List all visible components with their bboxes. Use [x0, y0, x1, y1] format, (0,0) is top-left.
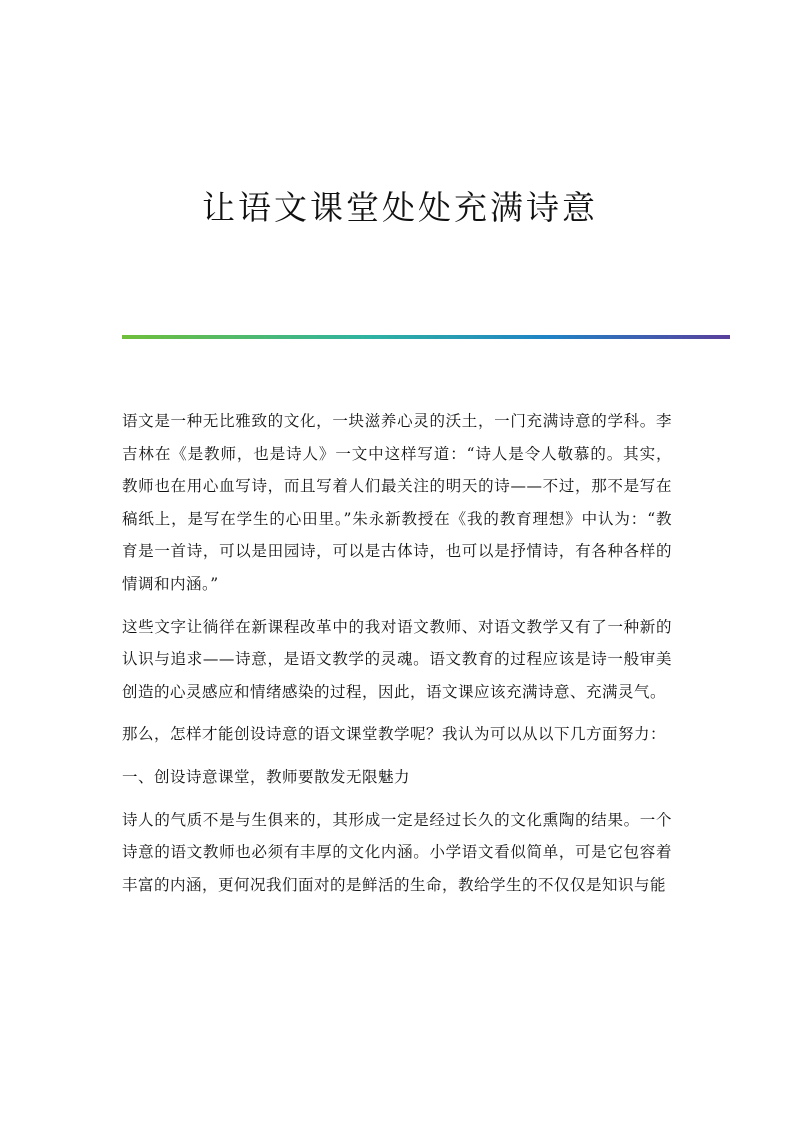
section-heading-1: 一、创设诗意课堂，教师要散发无限魅力 — [122, 767, 411, 786]
title-divider — [122, 335, 730, 339]
paragraph-pursuit: 这些文字让徜徉在新课程改革中的我对语文教师、对语文教学又有了一种新的认识与追求——诗意，是语文教学的灵魂。语文教育的过程应该是诗一般审美创造的心灵感应和情绪感染的过程，因此，语文课应该充满诗意、充满灵气。 — [122, 617, 672, 701]
paragraph-teacher-charm: 诗人的气质不是与生俱来的，其形成一定是经过长久的文化熏陶的结果。一个诗意的语文教师也必须有丰厚的文化内涵。小学语文看似简单，可是它包容着丰富的内涵，更何况我们面对的是鲜活的生命，教给学生的不仅仅是知识与能 — [122, 810, 672, 894]
paragraph-question: 那么，怎样才能创设诗意的语文课堂教学呢？我认为可以从以下几方面努力： — [122, 725, 667, 744]
document-body — [122, 405, 672, 911]
document-title: 让语文课堂处处充满诗意 — [202, 188, 598, 227]
paragraph-intro: 语文是一种无比雅致的文化，一块滋养心灵的沃土，一门充满诗意的学科。李吉林在《是教师，也是诗人》一文中这样写道：“诗人是令人敬慕的。其实，教师也在用心血写诗，而且写着人们最关注的明天的诗——不过，那不是写在稿纸上，是写在学生的心田里。”朱永新教授在《我的教育理想》中认为：“教育是一首诗，可以是田园诗，可以是古体诗，也可以是抒情诗，有各种各样的情调和内涵。” — [122, 412, 672, 593]
